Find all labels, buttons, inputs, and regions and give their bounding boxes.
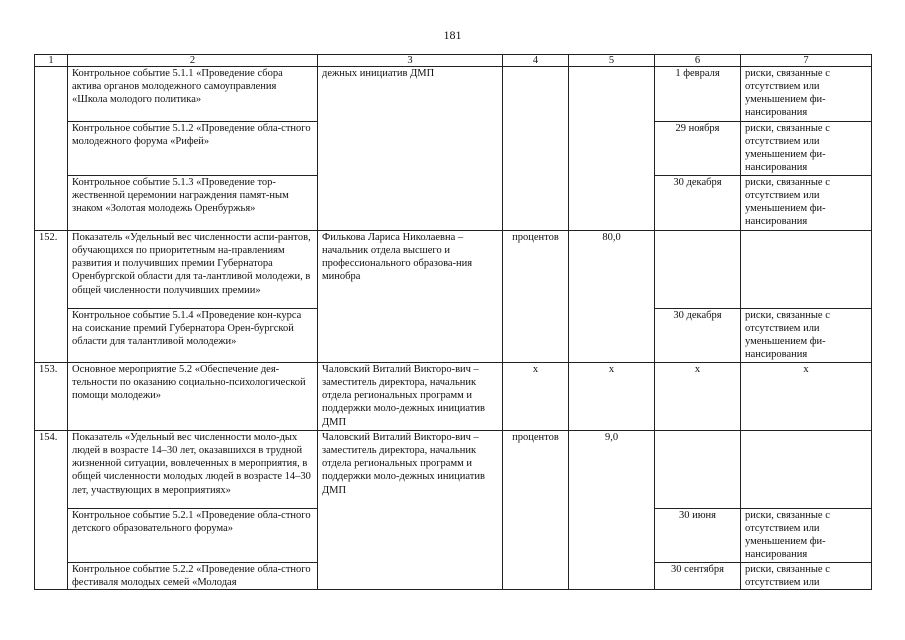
event-description: Контрольное событие 5.1.1 «Проведение сбора актива органов молодежного самоуправления «Школа молодого политика» — [68, 67, 318, 122]
risk-description: х — [741, 363, 872, 431]
responsible-person: Чаловский Виталий Викторо-вич – заместитель директора, начальник отдела региональных программ и поддержки моло-дежных инициатив ДМП — [318, 431, 503, 590]
unit: процентов — [503, 231, 569, 363]
target-value: х — [569, 363, 655, 431]
col-header-6: 6 — [655, 55, 741, 67]
row-number: 152. — [35, 231, 68, 363]
risk-description: риски, связанные с отсутствием или уменьшением фи-нансирования — [741, 309, 872, 363]
col-header-1: 1 — [35, 55, 68, 67]
col-header-4: 4 — [503, 55, 569, 67]
table-row — [35, 363, 872, 431]
table-row — [35, 231, 872, 309]
deadline: 30 июня — [655, 509, 741, 563]
unit-cell — [503, 67, 569, 231]
activity-description: Основное мероприятие 5.2 «Обеспечение дея-тельности по оказанию социально-психологической помощи молодежи» — [68, 363, 318, 431]
deadline: 30 сентября — [655, 563, 741, 590]
deadline: 1 февраля — [655, 67, 741, 122]
col-header-2: 2 — [68, 55, 318, 67]
target-value: 9,0 — [569, 431, 655, 590]
page-number: 181 — [443, 28, 462, 42]
unit: х — [503, 363, 569, 431]
deadline: 30 декабря — [655, 309, 741, 363]
table-row — [35, 431, 872, 509]
deadline: 30 декабря — [655, 176, 741, 231]
deadline: 29 ноября — [655, 122, 741, 176]
col-header-3: 3 — [318, 55, 503, 67]
responsible-person: Чаловский Виталий Викторо-вич – заместитель директора, начальник отдела региональных программ и поддержки моло-дежных инициатив ДМП — [318, 363, 503, 431]
responsible-person: Филькова Лариса Николаевна – начальник отдела высшего и профессионального образова-ния минобра — [318, 231, 503, 363]
risk-description: риски, связанные с отсутствием или уменьшением фи-нансирования — [741, 67, 872, 122]
risk-empty — [741, 431, 872, 509]
value-cell — [569, 67, 655, 231]
table-row — [35, 67, 872, 122]
deadline: х — [655, 363, 741, 431]
unit: процентов — [503, 431, 569, 590]
target-value: 80,0 — [569, 231, 655, 363]
event-description: Контрольное событие 5.1.4 «Проведение кон-курса на соискание премий Губернатора Орен-бургской области для талантливой молодежи» — [68, 309, 318, 363]
deadline-empty — [655, 231, 741, 309]
event-description: Контрольное событие 5.1.2 «Проведение обла-стного молодежного форума «Рифей» — [68, 122, 318, 176]
risk-empty — [741, 231, 872, 309]
risk-description: риски, связанные с отсутствием или уменьшением фи-нансирования — [741, 509, 872, 563]
col-header-7: 7 — [741, 55, 872, 67]
row-number: 154. — [35, 431, 68, 590]
event-description: Контрольное событие 5.2.1 «Проведение обла-стного детского образовательного форума» — [68, 509, 318, 563]
deadline-empty — [655, 431, 741, 509]
event-description: Контрольное событие 5.2.2 «Проведение обла-стного фестиваля молодых семей «Молодая — [68, 563, 318, 590]
event-description: Контрольное событие 5.1.3 «Проведение тор-жественной церемонии награждения памят-ным знаком «Золотая молодежь Оренбуржья» — [68, 176, 318, 231]
responsible-person: дежных инициатив ДМП — [318, 67, 503, 231]
row-number: 153. — [35, 363, 68, 431]
row-number-cell — [35, 67, 68, 231]
risk-description: риски, связанные с отсутствием или уменьшением фи-нансирования — [741, 176, 872, 231]
col-header-5: 5 — [569, 55, 655, 67]
indicator-description: Показатель «Удельный вес численности моло-дых людей в возрасте 14–30 лет, оказавшихся в трудной жизненной ситуации, вовлеченных в мероприятия, в общей численности молодых людей в возрасте 14–30 лет, участвующих в мероприятиях» — [68, 431, 318, 509]
risk-description: риски, связанные с отсутствием или уменьшением фи-нансирования — [741, 122, 872, 176]
plan-table — [34, 54, 872, 590]
risk-description: риски, связанные с отсутствием или — [741, 563, 872, 590]
indicator-description: Показатель «Удельный вес численности аспи-рантов, обучающихся по приоритетным на-правлениям развития и получивших премии Губернатора Оренбургской области для та-лантливой молодежи, в общей численности получивших премии» — [68, 231, 318, 309]
header-row — [35, 55, 872, 67]
